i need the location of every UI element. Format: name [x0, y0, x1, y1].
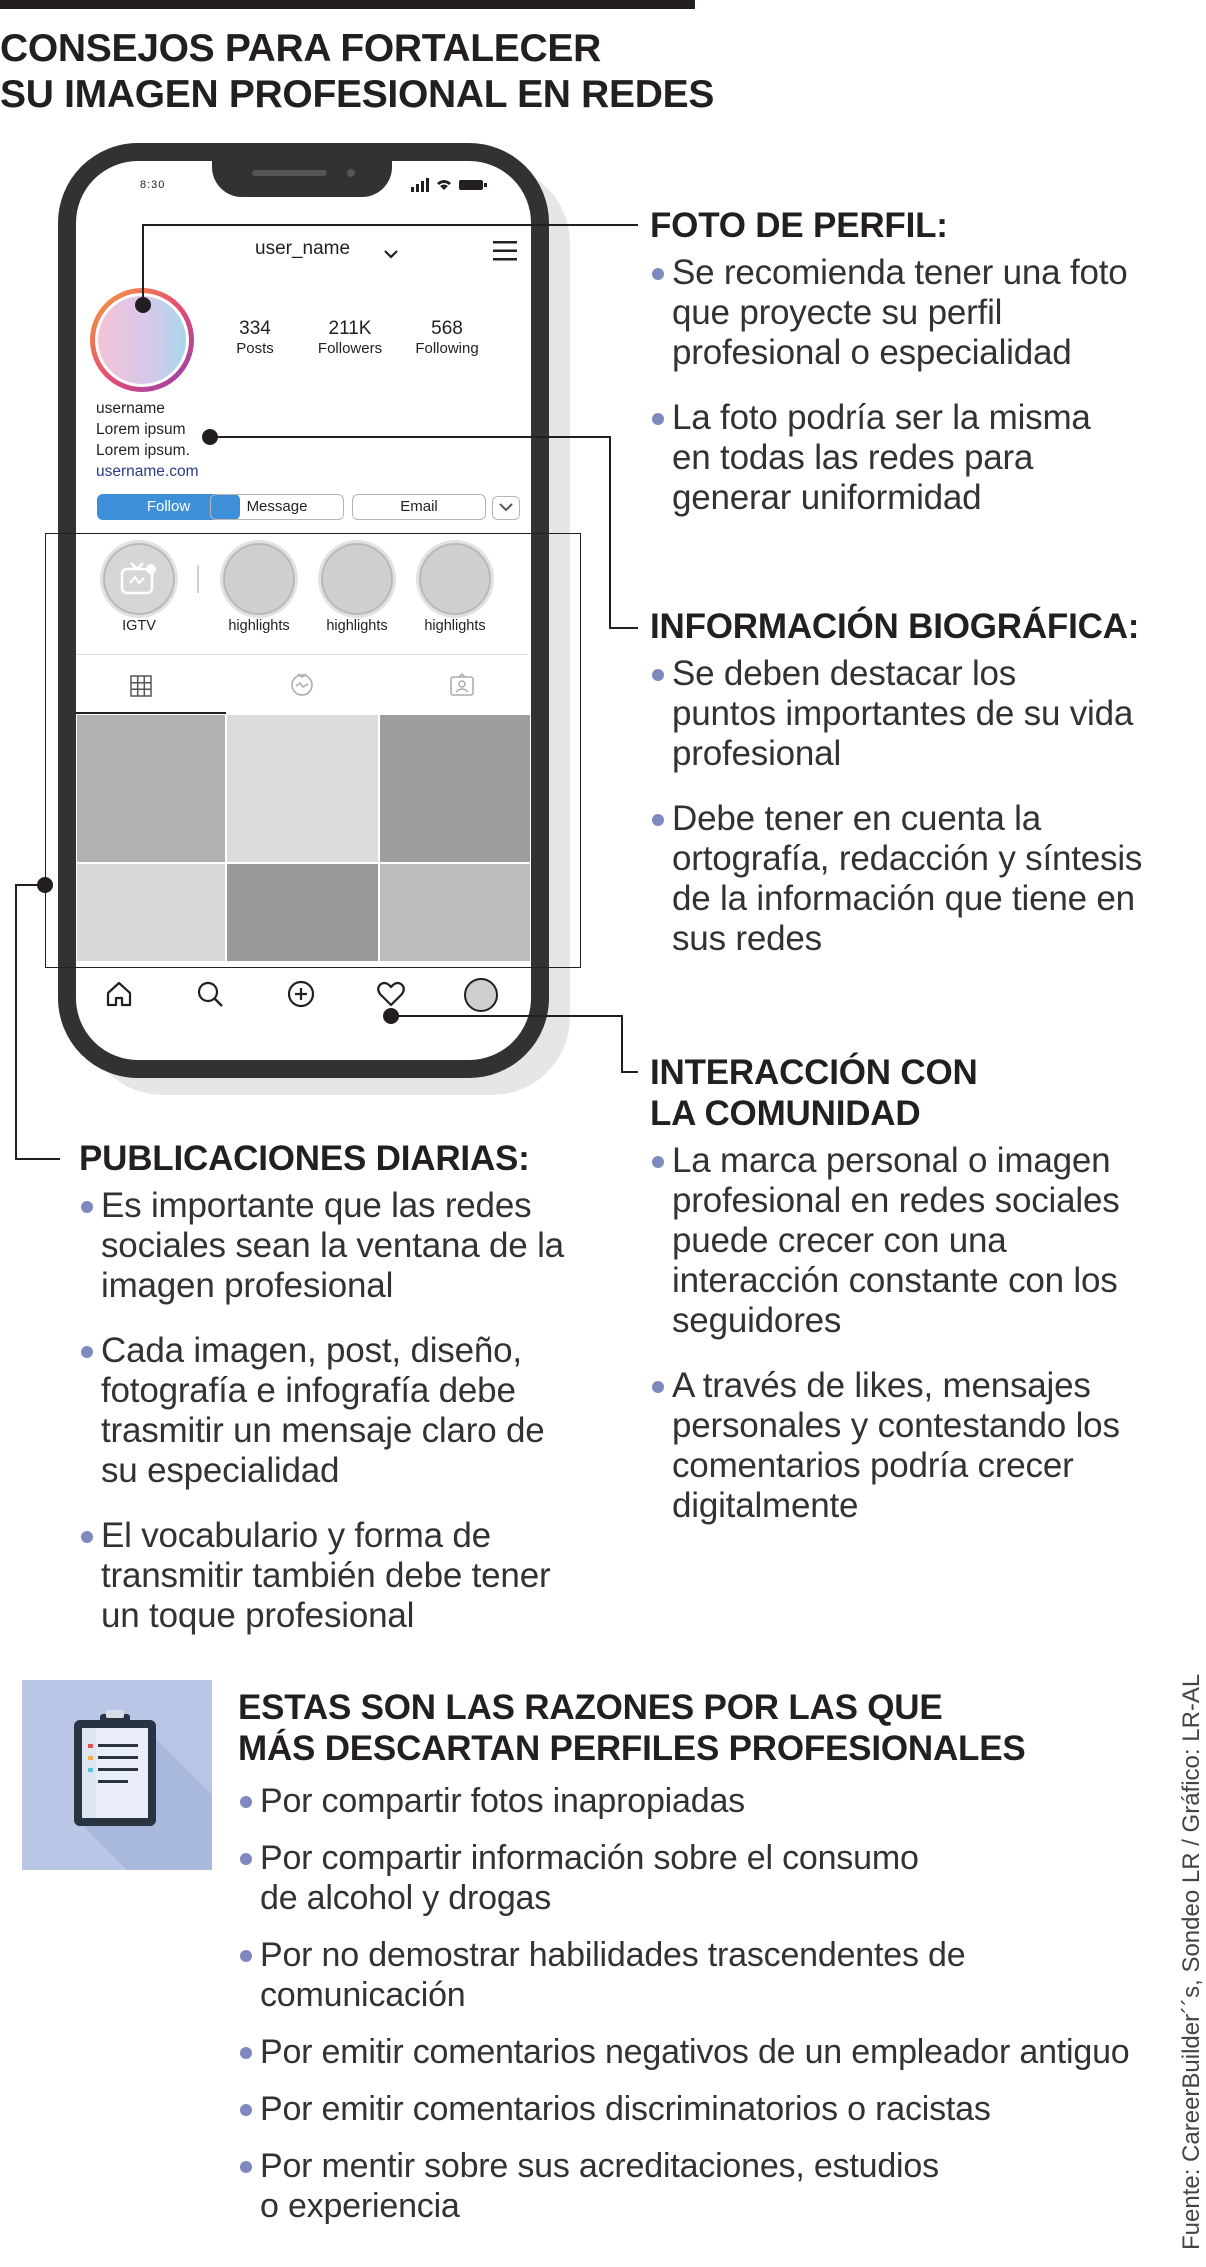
stat-posts-value: 334 — [239, 318, 271, 339]
connector-line — [15, 884, 45, 886]
razones-item-6: Por mentir sobre sus acreditaciones, estudios o experiencia — [238, 2146, 1173, 2226]
section-informacion-biografica — [650, 606, 1195, 959]
stat-followers-label: Followers — [317, 340, 383, 357]
highlight-label-3: highlights — [424, 618, 486, 634]
section-publicaciones-title: PUBLICACIONES DIARIAS: — [79, 1139, 530, 1178]
razones-item-4: Por emitir comentarios negativos de un empleador antiguo — [238, 2032, 1173, 2072]
connector-line — [142, 224, 638, 226]
razones-item-5: Por emitir comentarios discriminatorios o racistas — [238, 2089, 1173, 2129]
profile-bio — [96, 398, 199, 482]
phone-camera — [347, 169, 355, 177]
connector-line — [609, 627, 638, 629]
chevron-down-icon[interactable] — [384, 246, 398, 264]
phone-speaker — [252, 170, 327, 176]
connector-line — [15, 1158, 60, 1160]
highlight-label-1: highlights — [228, 618, 290, 634]
bio-item-1: Se deben destacar los puntos importantes de su vida profesional — [650, 654, 1195, 774]
profile-tab-avatar[interactable] — [464, 978, 498, 1012]
foto-item-2: La foto podría ser la misma en todas las redes para generar uniformidad — [650, 398, 1190, 518]
status-icons — [411, 178, 489, 197]
page-title-line-2: SU IMAGEN PROFESIONAL EN REDES — [0, 73, 715, 116]
stat-following-label: Following — [415, 340, 479, 357]
section-interaccion-title: INTERACCIÓN CON LA COMUNIDAD — [650, 1053, 978, 1133]
stat-following-value: 568 — [431, 318, 463, 339]
menu-icon[interactable] — [493, 240, 517, 267]
status-time: 8:30 — [140, 179, 166, 191]
phone-notch — [212, 155, 392, 197]
page-title-line-1: CONSEJOS PARA FORTALECER — [0, 27, 601, 70]
home-icon[interactable] — [105, 980, 133, 1013]
connector-line — [621, 1015, 623, 1073]
add-icon[interactable] — [287, 980, 315, 1013]
stat-posts-label: Posts — [236, 340, 274, 357]
stat-following[interactable] — [407, 318, 487, 357]
section-foto-perfil — [650, 205, 1190, 518]
bio-line-2: Lorem ipsum. — [96, 442, 190, 459]
suggestions-chevron-icon[interactable] — [492, 496, 520, 520]
razones-item-1: Por compartir fotos inapropiadas — [238, 1781, 1173, 1821]
stat-followers-value: 211K — [328, 318, 372, 339]
bio-link[interactable]: username.com — [96, 463, 199, 480]
section-publicaciones — [79, 1138, 639, 1636]
connector-line — [142, 224, 144, 304]
follow-button[interactable]: Follow — [97, 494, 240, 520]
foto-item-1: Se recomienda tener una foto que proyecte su perfil profesional o especialidad — [650, 253, 1190, 373]
profile-username-header[interactable]: user_name — [255, 238, 351, 259]
bio-line-1: Lorem ipsum — [96, 421, 186, 438]
publicaciones-item-1: Es importante que las redes sociales sean la ventana de la imagen profesional — [79, 1186, 639, 1306]
connector-line — [210, 436, 610, 438]
interaccion-item-1: La marca personal o imagen profesional en redes sociales puede crecer con una interacción constante con los seguidores — [650, 1141, 1195, 1341]
section-interaccion — [650, 1052, 1195, 1526]
highlight-label-2: highlights — [326, 618, 388, 634]
stat-followers[interactable] — [310, 318, 390, 357]
section-razones-title: ESTAS SON LAS RAZONES POR LAS QUE MÁS DESCARTAN PERFILES PROFESIONALES — [238, 1688, 1026, 1768]
section-razones — [238, 1687, 1173, 2226]
interaccion-item-2: A través de likes, mensajes personales y contestando los comentarios podría crecer digitalmente — [650, 1366, 1195, 1526]
section-foto-title: FOTO DE PERFIL: — [650, 206, 948, 245]
publicaciones-item-2: Cada imagen, post, diseño, fotografía e infografía debe trasmitir un mensaje claro de su especialidad — [79, 1331, 639, 1491]
connector-line — [621, 1071, 638, 1073]
page-title — [0, 26, 760, 118]
razones-item-3: Por no demostrar habilidades trascendentes de comunicación — [238, 1935, 1173, 2015]
message-button[interactable]: Message — [210, 494, 344, 520]
highlight-label-igtv: IGTV — [122, 618, 156, 634]
top-rule — [0, 0, 695, 9]
bio-username: username — [96, 400, 165, 417]
source-credit: Fuente: CareerBuilder´´s, Sondeo LR / Gráfico: LR-AL — [1178, 1673, 1205, 2250]
bio-item-2: Debe tener en cuenta la ortografía, redacción y síntesis de la información que tiene en sus redes — [650, 799, 1195, 959]
email-button[interactable]: Email — [352, 494, 486, 520]
connector-line — [609, 436, 611, 629]
search-icon[interactable] — [196, 980, 224, 1013]
connector-line — [390, 1015, 622, 1017]
razones-item-2: Por compartir información sobre el consumo de alcohol y drogas — [238, 1838, 1173, 1918]
section-bio-title: INFORMACIÓN BIOGRÁFICA: — [650, 607, 1140, 646]
clipboard-icon — [22, 1680, 212, 1870]
posts-highlight-box — [45, 533, 581, 968]
publicaciones-item-3: El vocabulario y forma de transmitir también debe tener un toque profesional — [79, 1516, 639, 1636]
stat-posts — [220, 318, 290, 357]
connector-line — [15, 884, 17, 1160]
